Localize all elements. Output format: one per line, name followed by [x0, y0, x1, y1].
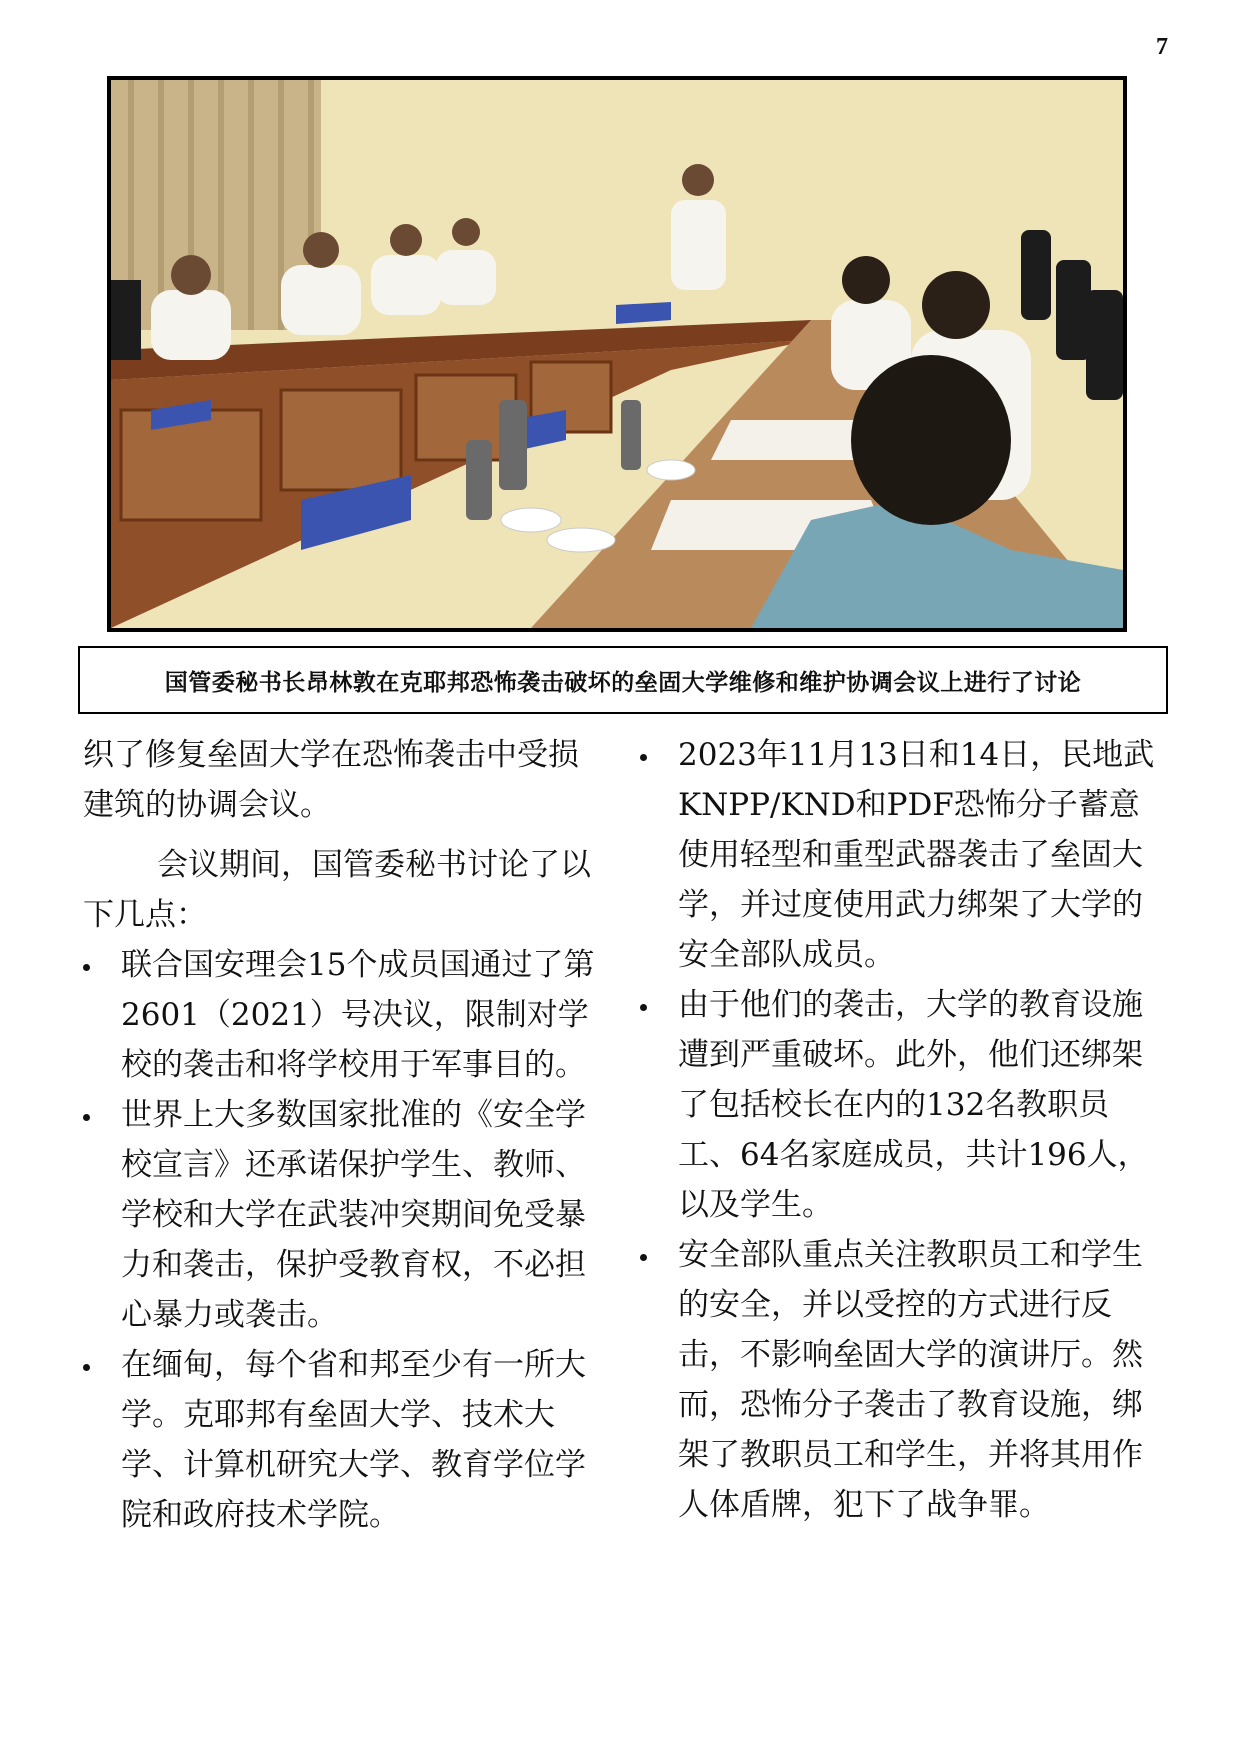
- intro-paragraph: 织了修复垒固大学在恐怖袭击中受损建筑的协调会议。: [83, 737, 579, 823]
- left-bullet-list: [83, 940, 603, 1540]
- list-item: 安全部队重点关注教职员工和学生的安全，并以受控的方式进行反击，不影响垒固大学的演讲厅。然而，恐怖分子袭击了教育设施，绑架了教职员工和学生，并将其用作人体盾牌，犯下了战争罪。: [640, 1230, 1160, 1530]
- meeting-photo: [107, 76, 1127, 632]
- list-item: 世界上大多数国家批准的《安全学校宣言》还承诺保护学生、教师、学校和大学在武装冲突期间免受暴力和袭击，保护受教育权，不必担心暴力或袭击。: [83, 1090, 603, 1340]
- page-number: 7: [1156, 34, 1168, 60]
- right-bullet-list: [640, 730, 1160, 1530]
- list-item: 在缅甸，每个省和邦至少有一所大学。克耶邦有垒固大学、技术大学、计算机研究大学、教育学位学院和政府技术学院。: [83, 1340, 603, 1540]
- list-item: 2023年11月13日和14日，民地武KNPP/KND和PDF恐怖分子蓄意使用轻型和重型武器袭击了垒固大学，并过度使用武力绑架了大学的安全部队成员。: [640, 730, 1160, 980]
- right-column: [640, 730, 1160, 1530]
- lead-paragraph: 会议期间，国管委秘书讨论了以下几点：: [83, 847, 591, 933]
- meeting-photo-icon: [111, 80, 1123, 628]
- list-item: 联合国安理会15个成员国通过了第2601（2021）号决议，限制对学校的袭击和将学校用于军事目的。: [83, 940, 603, 1090]
- left-column: [83, 730, 603, 1540]
- list-item: 由于他们的袭击，大学的教育设施遭到严重破坏。此外，他们还绑架了包括校长在内的132名教职员工、64名家庭成员，共计196人，以及学生。: [640, 980, 1160, 1230]
- photo-caption: 国管委秘书长昂林敦在克耶邦恐怖袭击破坏的垒固大学维修和维护协调会议上进行了讨论: [78, 646, 1168, 714]
